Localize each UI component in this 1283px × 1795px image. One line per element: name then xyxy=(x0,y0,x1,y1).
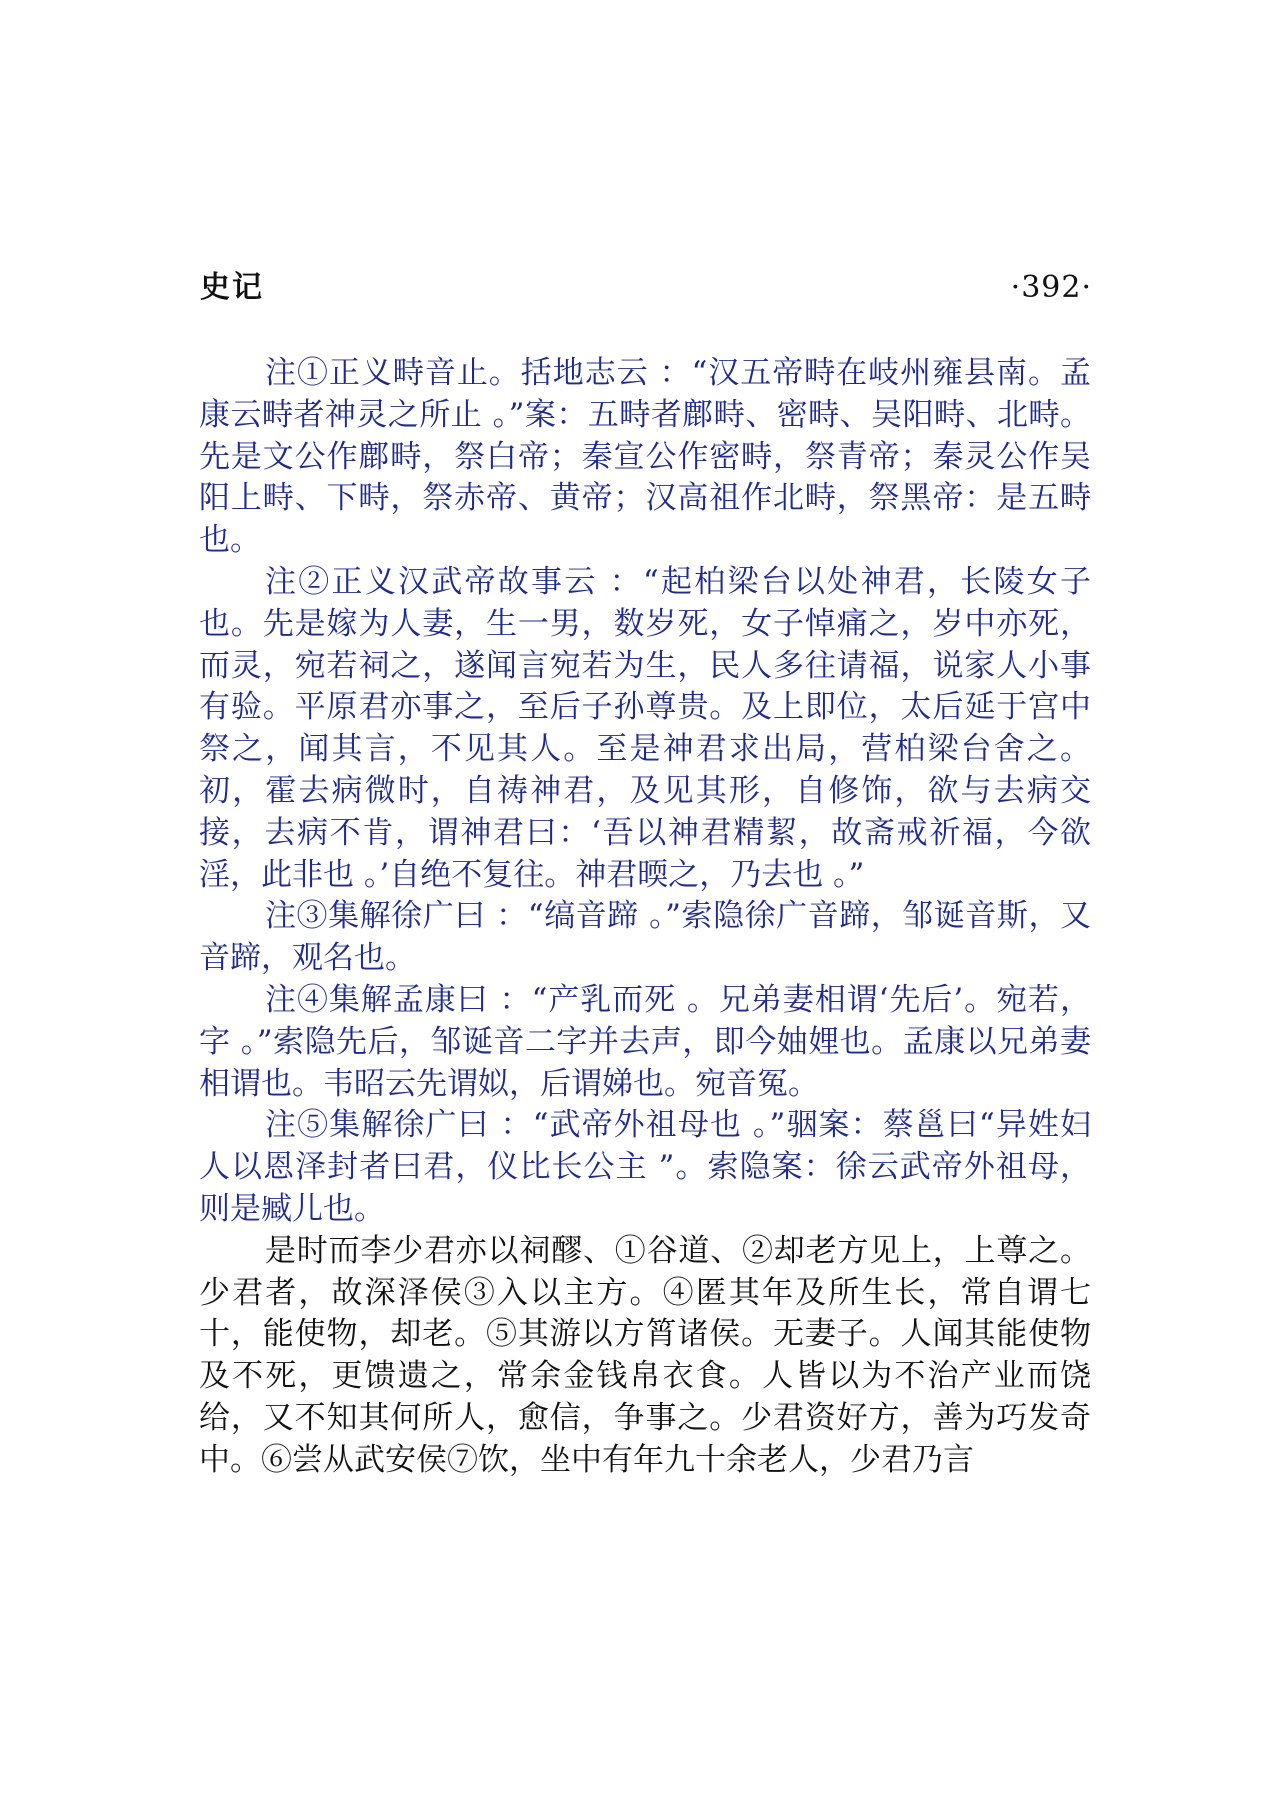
running-header xyxy=(200,268,1092,308)
annotation-note-2: 注②正义汉武帝故事云 ：“起柏梁台以处神君，长陵女子也。先是嫁为人妻，生一男，数岁死，女子悼痛之，岁中亦死，而灵，宛若祠之，遂闻言宛若为生，民人多往请福，说家人小事有验。平原君亦事之，至后子孙尊贵。及上即位，太后延于宫中祭之，闻其言，不见其人。至是神君求出局，营柏梁台舍之。初，霍去病微时，自祷神君，及见其形，自修饰，欲与去病交接，去病不肯，谓神君曰：‘吾以神君精絜，故斋戒祈福，今欲淫，此非也 。’自绝不复往。神君㬉之，乃去也 。” xyxy=(199,563,1091,893)
main-text-paragraph: 是时而李少君亦以祠醪、①谷道、②却老方见上，上尊之。少君者，故深泽侯③入以主方。④匿其年及所生长，常自谓七十，能使物，却老。⑤其游以方筲诸侯。无妻子。人闻其能使物及不死，更馈遗之，常余金钱帛衣食。人皆以为不治产业而饶给，又不知其何所人，愈信，争事之。少君资好方，善为巧发奇中。⑥尝从武安侯⑦饮，坐中有年九十余老人，少君乃言 xyxy=(199,1232,1091,1478)
annotation-note-5: 注⑤集解徐广曰 ：“武帝外祖母也 。”骃案：蔡邕曰“异姓妇人以恩泽封者曰君，仪比长公主 ”。索隐案：徐云武帝外祖母，则是臧儿也。 xyxy=(199,1107,1091,1227)
book-title: 史记 xyxy=(200,270,264,305)
body-text xyxy=(199,353,1091,1482)
annotation-note-4: 注④集解孟康曰 ：“产乳而死 。兄弟妻相谓‘先后’。宛若，字 。”索隐先后，邹诞音二字并去声，即今妯娌也。孟康以兄弟妻相谓也。韦昭云先谓姒，后谓娣也。宛音冤。 xyxy=(199,981,1091,1102)
annotation-note-1: 注①正义畤音止。括地志云 ：“汉五帝畤在岐州雍县南。孟康云畤者神灵之所止 。”案：五畤者鄜畤、密畤、吴阳畤、北畤。先是文公作鄜畤，祭白帝；秦宣公作密畤，祭青帝；秦灵公作吴阳上畤、下畤，祭赤帝、黄帝；汉高祖作北畤，祭黑帝：是五畤也。 xyxy=(199,355,1091,559)
annotation-note-3: 注③集解徐广曰 ：“缟音蹄 。”索隐徐广音蹄，邹诞音斯，又音蹄，观名也。 xyxy=(199,898,1091,977)
page-number: ·392· xyxy=(1010,270,1092,305)
